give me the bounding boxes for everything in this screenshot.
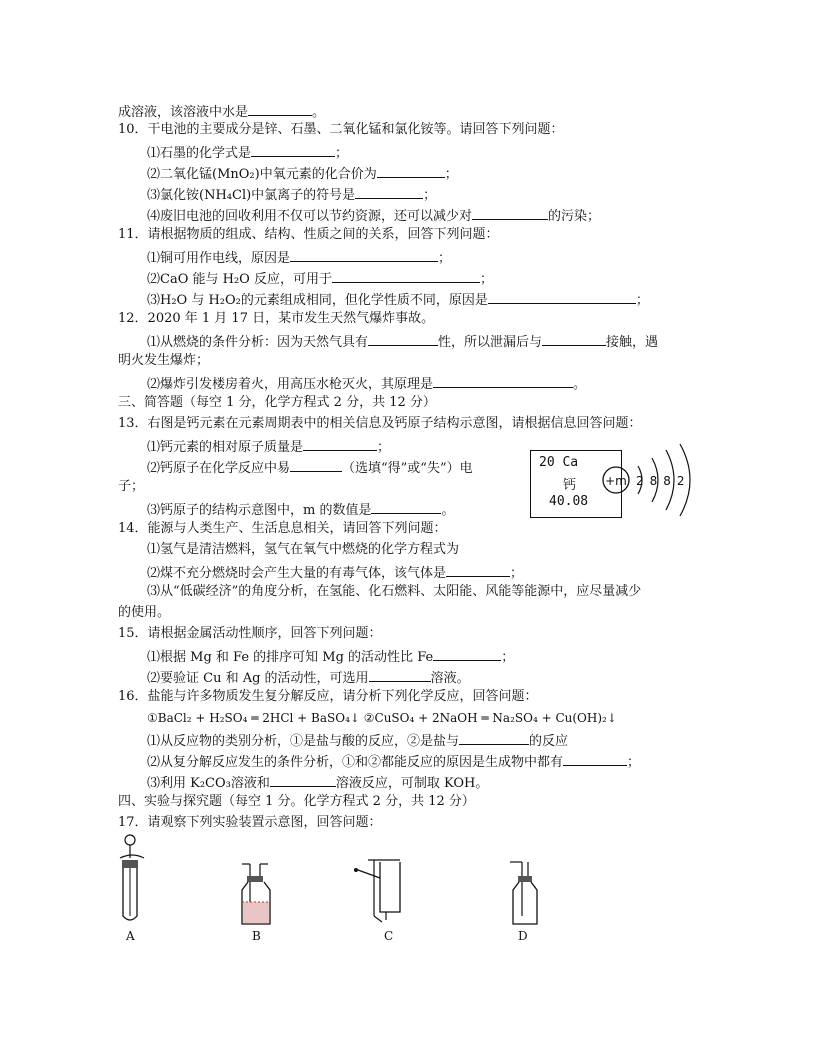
question-14-1: ⑴氢气是清洁燃料，氢气在氧气中燃烧的化学方程式为 [147,542,460,557]
element-mass: 40.08 [549,494,589,509]
answer-blank[interactable] [472,205,548,220]
section-4-heading: 四、实验与探究题（每空 1 分。化学方程式 2 分，共 12 分） [118,794,475,809]
answer-blank[interactable] [446,562,510,577]
apparatus-a-label: A [126,929,135,943]
element-name: 钙 [563,478,577,493]
shell-electron-counts: 2882 [636,474,691,488]
question-10-4: ⑷废旧电池的回收利用不仅可以节约资源，还可以减少对 的污染； [147,205,600,226]
question-10-2: ⑵二氧化锰(MnO₂)中氧元素的化合价为 ； [147,163,458,184]
answer-blank[interactable] [368,331,438,346]
question-10-1: ⑴石墨的化学式是 ； [147,142,348,163]
question-13: 13．右图是钙元素在元素周期表中的相关信息及钙原子结构示意图，请根据信息回答问题： [118,416,642,431]
question-12: 12．2020 年 1 月 17 日，某市发生天然气爆炸事故。 [118,311,435,326]
apparatus-d-label: D [518,929,528,943]
answer-blank[interactable] [563,751,627,766]
section-3-heading: 三、简答题（每空 1 分，化学方程式 2 分，共 12 分） [118,395,436,410]
question-13-1: ⑴钙元素的相对原子质量是 ； [147,436,390,457]
answer-blank[interactable] [371,499,441,514]
question-14: 14．能源与人类生产、生活息息相关，请回答下列问题： [118,521,447,536]
apparatus-b-gas-bottle [236,862,276,928]
question-16-3: ⑶利用 K₂CO₃溶液和 溶液反应，可制取 KOH。 [147,772,488,793]
answer-blank[interactable] [355,184,423,199]
answer-blank[interactable] [542,331,606,346]
answer-blank[interactable] [377,163,445,178]
question-16-2: ⑵从复分解反应发生的条件分析，①和②都能反应的原因是生成物中都有 ； [147,751,640,772]
question-13-3: ⑶钙原子的结构示意图中，m 的数值是 。 [147,499,454,520]
text-line: 成溶液，该溶液中水是 。 [118,101,325,122]
question-16: 16．盐能与许多物质发生复分解反应，请分析下列化学反应，回答问题： [118,689,538,704]
question-10-3: ⑶氯化铵(NH₄Cl)中氯离子的符号是 ； [147,184,436,205]
answer-blank[interactable] [488,289,636,304]
question-15: 15．请根据金属活动性顺序，回答下列问题： [118,626,382,641]
apparatus-b-label: B [252,929,261,943]
apparatus-a-test-tube [112,830,152,930]
reaction-equations: ①BaCl₂ + H₂SO₄ ═ 2HCl + BaSO₄↓ ②CuSO₄ + 2NaOH ═ Na₂SO₄ + Cu(OH)₂↓ [147,711,617,725]
atom-structure-diagram [600,440,710,520]
question-14-3: ⑶从“低碳经济”的角度分析，在氢能、化石燃料、太阳能、风能等能源中，应尽量减少 [147,584,642,599]
nucleus-label: +m [605,474,627,488]
question-13-2: ⑵钙原子在化学反应中易 （选填“得”或“失”）电 [147,457,473,478]
question-14-3-cont: 的使用。 [118,605,171,620]
question-11-3: ⑶H₂O 与 H₂O₂的元素组成相同，但化学性质不同，原因是 ； [147,289,649,310]
question-12-1-cont: 明火发生爆炸； [118,353,210,368]
question-15-2: ⑵要验证 Cu 和 Ag 的活动性，可选用 溶液。 [147,667,470,688]
question-12-2: ⑵爆炸引发楼房着火，用高压水枪灭火，其原理是 。 [147,373,586,394]
answer-blank[interactable] [270,772,336,787]
answer-blank[interactable] [369,667,431,682]
answer-blank[interactable] [248,101,312,116]
question-14-2: ⑵煤不充分燃烧时会产生大量的有毒气体，该气体是 ； [147,562,523,583]
answer-blank[interactable] [332,268,480,283]
apparatus-c-label: C [384,929,394,943]
answer-blank[interactable] [433,373,573,388]
element-number-symbol: 20 Ca [539,455,579,470]
question-10: 10．干电池的主要成分是锌、石墨、二氧化锰和氯化铵等。请回答下列问题： [118,122,564,137]
question-16-1: ⑴从反应物的类别分析，①是盐与酸的反应，②是盐与 的反应 [147,730,568,751]
question-13-2-cont: 子； [118,479,145,494]
question-11-2: ⑵CaO 能与 H₂O 反应，可用于 ； [147,268,493,289]
question-15-1: ⑴根据 Mg 和 Fe 的排序可知 Mg 的活动性比 Fe ； [147,646,514,667]
answer-blank[interactable] [290,457,342,472]
apparatus-d-gas-bottle [506,860,542,928]
answer-blank[interactable] [433,646,501,661]
answer-blank[interactable] [459,730,529,745]
question-11-1: ⑴铜可用作电线，原因是 ； [147,247,451,268]
answer-blank[interactable] [303,436,377,451]
answer-blank[interactable] [251,142,335,157]
question-11: 11．请根据物质的组成、结构、性质之间的关系，回答下列问题： [118,227,499,242]
answer-blank[interactable] [290,247,438,262]
question-12-1: ⑴从燃烧的条件分析：因为天然气具有 性，所以泄漏后与 接触，遇 [147,331,658,352]
apparatus-c-bottle [352,856,408,928]
question-17: 17．请观察下列实验装置示意图，回答问题： [118,815,382,830]
